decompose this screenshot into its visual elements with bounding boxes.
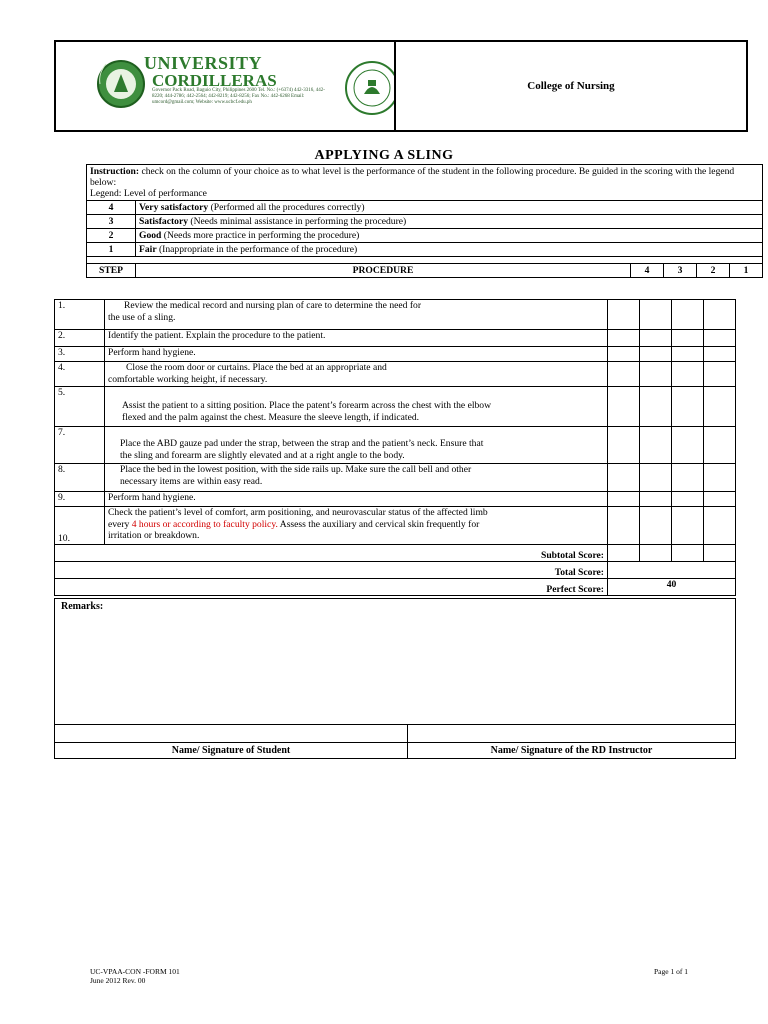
level-name: Fair <box>139 244 157 255</box>
step-row <box>55 464 736 492</box>
score-box-2[interactable] <box>672 507 704 545</box>
form-date-revision: June 2012 Rev. 00 <box>90 976 146 985</box>
step-text: Perform hand hygiene. <box>105 492 608 507</box>
page-number: Page 1 of 1 <box>654 967 688 976</box>
total-row <box>55 562 736 579</box>
level-desc: (Needs minimal assistance in performing the procedure) <box>188 216 407 227</box>
step-text: Place the ABD gauze pad under the strap, between the strap and the patient’s neck. Ensure that the sling and forearm are slightly elevated and at a right angle to the body. <box>105 427 608 464</box>
score-box-2[interactable] <box>672 492 704 507</box>
college-name: College of Nursing <box>395 41 747 131</box>
subtotal-box-3[interactable] <box>640 545 672 562</box>
instruction-text: check on the column of your choice as to what level is the performance of the student in the following procedure. Be guided in the scoring with the legend below: <box>90 166 735 188</box>
level-name: Good <box>139 230 162 241</box>
score-box-2[interactable] <box>672 362 704 387</box>
level-number: 3 <box>87 215 136 229</box>
score-box-3[interactable] <box>640 347 672 362</box>
instructor-signature-line[interactable] <box>408 725 736 743</box>
step-row <box>55 492 736 507</box>
score-4-header: 4 <box>631 264 664 278</box>
score-box-1[interactable] <box>704 427 736 464</box>
step-row <box>55 387 736 427</box>
university-address: Governor Pack Road, Baguio City, Philippines 2600 Tel. No.: (+6374) 442-3316, 442-8220; 444-2786; 442-2564; 442-8219; 442-8256; Fax No.: 442-6268 Email: umcord@gmail.com; Website: www.ucbcf.edu.ph <box>152 88 325 105</box>
step-row <box>55 347 736 362</box>
highlighted-text: 4 hours or according to faculty policy. <box>131 518 278 530</box>
instructor-signature-label: Name/ Signature of the RD Instructor <box>408 743 736 759</box>
score-box-4[interactable] <box>608 330 640 347</box>
perfect-score-value: 40 <box>608 579 736 596</box>
score-box-3[interactable] <box>640 492 672 507</box>
form-footer <box>90 967 180 985</box>
score-box-4[interactable] <box>608 387 640 427</box>
score-box-1[interactable] <box>704 492 736 507</box>
score-box-4[interactable] <box>608 300 640 330</box>
score-3-header: 3 <box>664 264 697 278</box>
score-box-3[interactable] <box>640 300 672 330</box>
student-signature-label: Name/ Signature of Student <box>55 743 408 759</box>
step-text: Place the bed in the lowest position, with the side rails up. Make sure the call bell and other necessary items are within easy read. <box>105 464 608 492</box>
score-1-header: 1 <box>730 264 763 278</box>
subtotal-box-2[interactable] <box>672 545 704 562</box>
instruction-cell <box>87 165 763 201</box>
logo-cell <box>55 41 395 131</box>
score-box-3[interactable] <box>640 330 672 347</box>
instruction-label: Instruction: <box>90 166 140 177</box>
step-row <box>55 300 736 330</box>
score-box-3[interactable] <box>640 507 672 545</box>
subtotal-box-4[interactable] <box>608 545 640 562</box>
document-title: APPLYING A SLING <box>314 148 454 163</box>
remarks-label: Remarks: <box>61 601 104 612</box>
subtotal-row <box>55 545 736 562</box>
score-box-3[interactable] <box>640 362 672 387</box>
score-box-1[interactable] <box>704 387 736 427</box>
level-number: 4 <box>87 201 136 215</box>
score-box-1[interactable] <box>704 300 736 330</box>
score-box-4[interactable] <box>608 347 640 362</box>
subtotal-label: Subtotal Score: <box>55 545 608 562</box>
step-header: STEP <box>87 264 136 278</box>
score-box-4[interactable] <box>608 492 640 507</box>
score-box-3[interactable] <box>640 464 672 492</box>
level-name: Satisfactory <box>139 216 189 227</box>
step-text: Review the medical record and nursing plan of care to determine the need for the use of a sling. <box>105 300 608 330</box>
score-box-2[interactable] <box>672 330 704 347</box>
total-score-box[interactable] <box>608 562 736 579</box>
procedure-table <box>54 299 736 596</box>
score-box-2[interactable] <box>672 300 704 330</box>
step-number: 1. <box>55 300 105 330</box>
procedure-header-row <box>87 264 763 278</box>
step-row <box>55 330 736 347</box>
step-row <box>55 427 736 464</box>
step-number: 10. <box>55 507 105 545</box>
student-signature-line[interactable] <box>55 725 408 743</box>
step-number: 8. <box>55 464 105 492</box>
step-text: Perform hand hygiene. <box>105 347 608 362</box>
perfect-row <box>55 579 736 596</box>
step-number: 5. <box>55 387 105 427</box>
remarks-box[interactable] <box>55 599 736 725</box>
score-box-4[interactable] <box>608 507 640 545</box>
procedure-header: PROCEDURE <box>136 264 631 278</box>
total-label: Total Score: <box>55 562 608 579</box>
score-box-2[interactable] <box>672 347 704 362</box>
score-box-3[interactable] <box>640 387 672 427</box>
score-box-4[interactable] <box>608 464 640 492</box>
score-box-4[interactable] <box>608 427 640 464</box>
step-number: 4. <box>55 362 105 387</box>
remarks-table <box>54 598 736 759</box>
score-box-3[interactable] <box>640 427 672 464</box>
level-desc: (Performed all the procedures correctly) <box>208 202 365 213</box>
step-text: Close the room door or curtains. Place the bed at an appropriate and comfortable working height, if necessary. <box>105 362 608 387</box>
score-box-2[interactable] <box>672 427 704 464</box>
level-desc: (Needs more practice in performing the procedure) <box>161 230 360 241</box>
step-number: 7. <box>55 427 105 464</box>
step-text: Identify the patient. Explain the procedure to the patient. <box>105 330 608 347</box>
instruction-table <box>86 164 763 278</box>
university-name-line1: UNIVERSITY <box>144 53 263 73</box>
level-number: 2 <box>87 229 136 243</box>
subtotal-box-1[interactable] <box>704 545 736 562</box>
score-box-1[interactable] <box>704 330 736 347</box>
university-logo <box>94 44 394 128</box>
level-desc: (Inappropriate in the performance of the procedure) <box>156 244 358 255</box>
score-box-4[interactable] <box>608 362 640 387</box>
score-2-header: 2 <box>697 264 730 278</box>
step-number: 3. <box>55 347 105 362</box>
legend-row <box>87 201 763 215</box>
form-id: UC-VPAA-CON -FORM 101 <box>90 967 180 976</box>
step-row <box>55 507 736 545</box>
legend-title: Legend: Level of performance <box>90 188 207 199</box>
step-text: Check the patient’s level of comfort, arm positioning, and neurovascular status of the affected limb every 4 hours or according to faculty policy. Assess the auxiliary and cervical skin frequently for irritation or breakdown. <box>105 507 608 545</box>
perfect-label: Perfect Score: <box>55 579 608 596</box>
score-box-1[interactable] <box>704 347 736 362</box>
legend-row <box>87 229 763 243</box>
university-name-line2: CORDILLERAS <box>152 71 277 90</box>
score-box-2[interactable] <box>672 387 704 427</box>
level-number: 1 <box>87 243 136 257</box>
score-box-1[interactable] <box>704 464 736 492</box>
legend-row <box>87 243 763 257</box>
score-box-1[interactable] <box>704 362 736 387</box>
score-box-2[interactable] <box>672 464 704 492</box>
letterhead <box>54 40 748 132</box>
step-text: Assist the patient to a sitting position. Place the patent’s forearm across the chest with the elbow flexed and the palm against the chest. Measure the sleeve length, if indicated. <box>105 387 608 427</box>
step-row <box>55 362 736 387</box>
level-name: Very satisfactory <box>139 202 209 213</box>
step-number: 2. <box>55 330 105 347</box>
score-box-1[interactable] <box>704 507 736 545</box>
legend-row <box>87 215 763 229</box>
step-number: 9. <box>55 492 105 507</box>
